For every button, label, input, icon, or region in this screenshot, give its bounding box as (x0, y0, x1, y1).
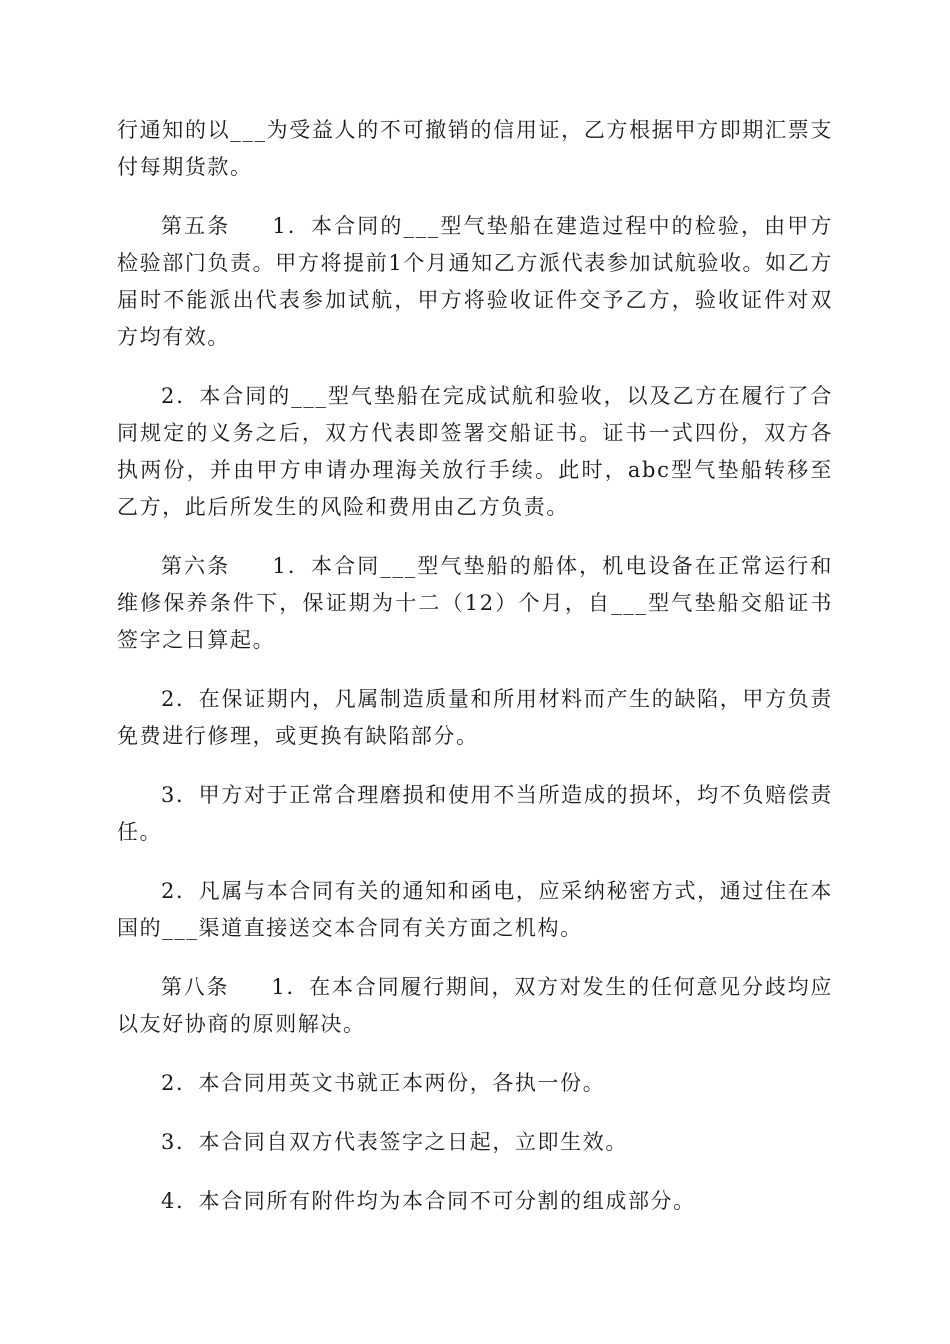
paragraph (117, 681, 833, 755)
paragraph-text: 2．在保证期内，凡属制造质量和所用材料而产生的缺陷，甲方负责免费进行修理，或更换有缺陷部分。 (117, 687, 833, 748)
paragraph-text: 2．凡属与本合同有关的通知和函电，应采纳秘密方式，通过住在本国的___渠道直接送交本合同有关方面之机构。 (117, 879, 833, 940)
paragraph-text: 4．本合同所有附件均为本合同不可分割的组成部分。 (161, 1189, 696, 1213)
article-number: 第八条 (161, 975, 230, 999)
paragraph (117, 1124, 833, 1161)
paragraph-text: 1．本合同___型气垫船的船体，机电设备在正常运行和维修保养条件下，保证期为十二（12）个月，自___型气垫船交船证书签字之日算起。 (117, 554, 833, 652)
paragraph (117, 969, 833, 1043)
paragraph-text: 行通知的以___为受益人的不可撤销的信用证，乙方根据甲方即期汇票支付每期货款。 (117, 118, 833, 179)
paragraph (117, 777, 833, 851)
paragraph (117, 1065, 833, 1102)
paragraph-text: 3．本合同自双方代表签字之日起，立即生效。 (161, 1130, 628, 1154)
paragraph-text: 1．本合同的___型气垫船在建造过程中的检验，由甲方检验部门负责。甲方将提前1个月通知乙方派代表参加试航验收。如乙方届时不能派出代表参加试航，甲方将验收证件交予乙方，验收证件对双方均有效。 (117, 214, 833, 349)
paragraph (117, 208, 833, 356)
paragraph-text: 1．在本合同履行期间，双方对发生的任何意见分歧均应以友好协商的原则解决。 (117, 975, 833, 1036)
paragraph (117, 112, 833, 186)
paragraph-text: 3．甲方对于正常合理磨损和使用不当所造成的损坏，均不负赔偿责任。 (117, 783, 833, 844)
paragraph-text: 2．本合同用英文书就正本两份，各执一份。 (161, 1071, 606, 1095)
paragraph (117, 873, 833, 947)
paragraph (117, 1183, 833, 1220)
paragraph (117, 378, 833, 526)
article-number: 第六条 (161, 554, 231, 578)
paragraph-text: 2．本合同的___型气垫船在完成试航和验收，以及乙方在履行了合同规定的义务之后，双方代表即签署交船证书。证书一式四份，双方各执两份，并由甲方申请办理海关放行手续。此时，abc型气垫船转移至乙方，此后所发生的风险和费用由乙方负责。 (117, 384, 833, 519)
article-number: 第五条 (161, 214, 231, 238)
paragraph (117, 548, 833, 659)
contract-body (117, 112, 833, 1242)
